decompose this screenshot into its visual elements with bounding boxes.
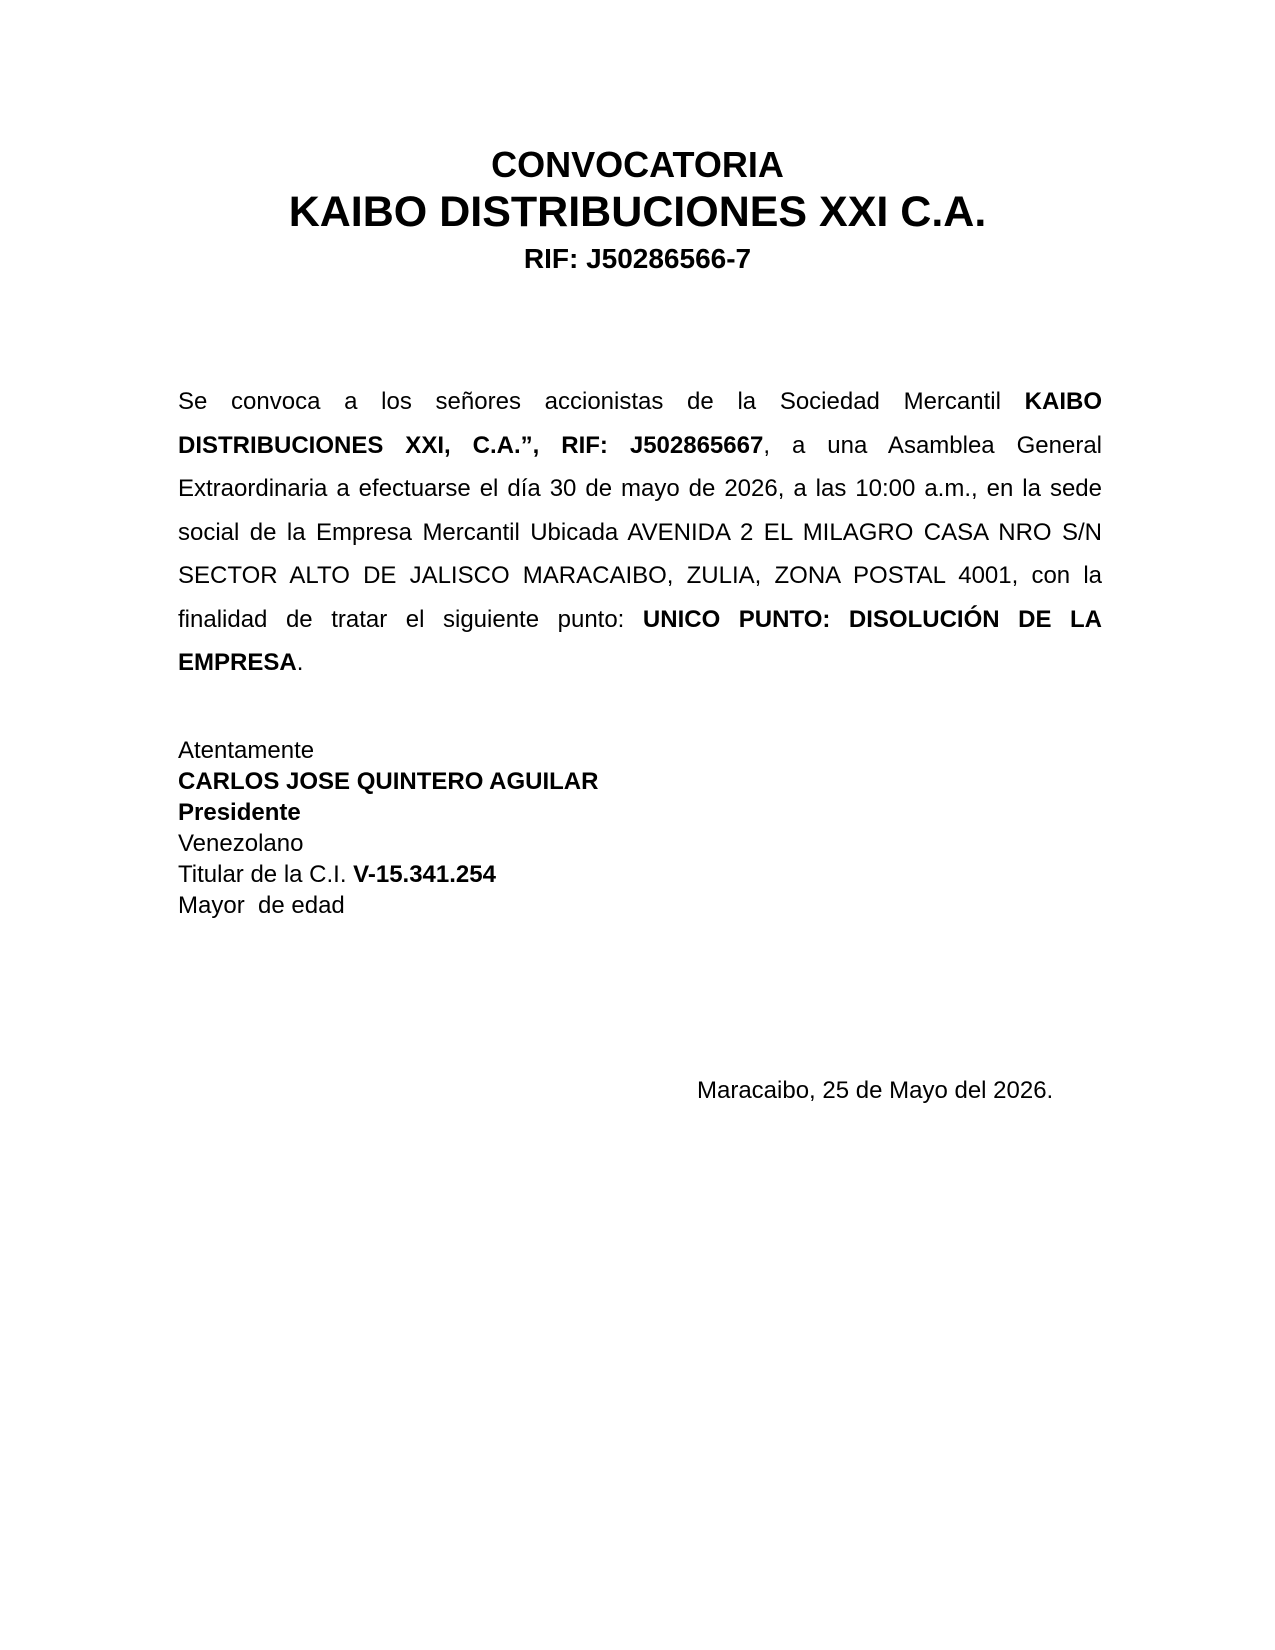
signer-id-line xyxy=(178,859,598,890)
paragraph-text-2: , a una Asamblea General Extraordinaria a efectuarse el día 30 de mayo de 2026, a las 10:00 a.m., en la sede social de la Empresa Mercantil Ubicada AVENIDA 2 EL MILAGRO CASA NRO S/N SECTOR ALTO DE JALISCO MARACAIBO, ZULIA, ZONA POSTAL 4001, con la finalidad de tratar el siguiente punto: xyxy=(178,431,1102,633)
convocation-paragraph xyxy=(178,380,1102,685)
signer-name: CARLOS JOSE QUINTERO AGUILAR xyxy=(178,768,599,795)
signature-block xyxy=(178,735,598,921)
closing-text: Atentamente xyxy=(178,737,315,764)
signer-id-label: Titular de la C.I. xyxy=(178,861,354,888)
signer-nationality: Venezolano xyxy=(178,830,304,857)
paragraph-company-bold: KAIBO DISTRIBUCIONES XXI, C.A.”, RIF: J502865667 xyxy=(178,388,1102,459)
document-title: CONVOCATORIA xyxy=(491,144,784,185)
paragraph-point-bold: UNICO PUNTO: DISOLUCIÓN DE LA EMPRESA xyxy=(178,605,1102,676)
signer-role: Presidente xyxy=(178,799,301,826)
paragraph-text-1: Se convoca a los señores accionistas de la Sociedad Mercantil xyxy=(178,388,1025,415)
company-name: KAIBO DISTRIBUCIONES XXI C.A. xyxy=(288,188,987,236)
signer-age: Mayor de edad xyxy=(178,892,345,919)
place-date: Maracaibo, 25 de Mayo del 2026. xyxy=(697,1077,1054,1104)
signer-id-value: V-15.341.254 xyxy=(353,861,496,888)
company-rif: RIF: J50286566-7 xyxy=(523,243,752,274)
paragraph-text-3: . xyxy=(296,649,304,676)
